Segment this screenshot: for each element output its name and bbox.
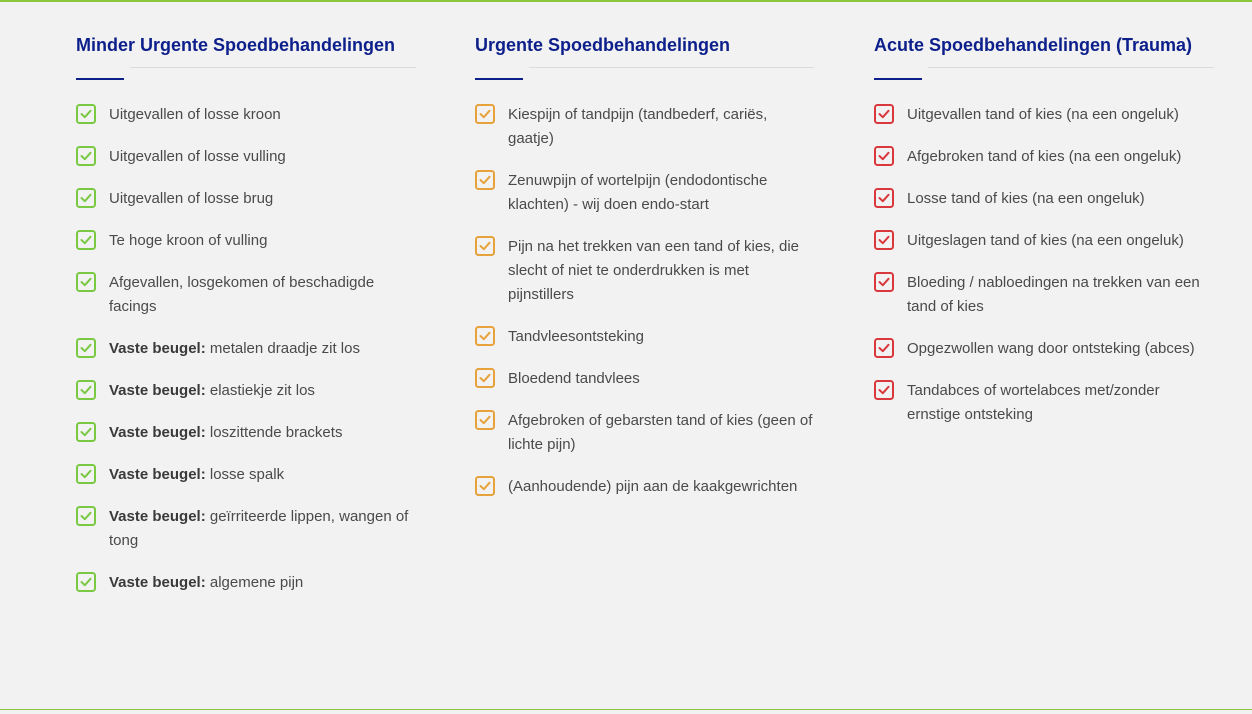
check-square-green-icon bbox=[76, 188, 96, 208]
list-item bbox=[475, 475, 814, 499]
item-text: loszittende brackets bbox=[205, 424, 343, 441]
check-square-red-icon bbox=[874, 146, 894, 166]
item-label-bold: Vaste beugel: bbox=[109, 340, 206, 357]
item-text: Opgezwollen wang door ontsteking (abces) bbox=[907, 340, 1195, 357]
item-text: elastiekje zit los bbox=[205, 382, 315, 399]
item-text: Uitgevallen of losse vulling bbox=[109, 148, 286, 165]
list-item bbox=[76, 421, 416, 445]
list-item bbox=[76, 571, 416, 595]
list-item bbox=[475, 367, 814, 391]
column-heading: Minder Urgente Spoedbehandelingen bbox=[76, 35, 396, 55]
list-item bbox=[874, 271, 1214, 319]
list-item bbox=[874, 379, 1214, 427]
list-item bbox=[475, 325, 814, 349]
item-label-bold: Vaste beugel: bbox=[109, 382, 206, 399]
item-text: Pijn na het trekken van een tand of kies, die slecht of niet te onderdrukken is met pijnstillers bbox=[508, 238, 800, 303]
list-item bbox=[475, 169, 814, 217]
check-square-red-icon bbox=[874, 104, 894, 124]
heading-divider bbox=[475, 67, 814, 81]
item-text: Afgevallen, losgekomen of beschadigde facings bbox=[109, 274, 375, 315]
check-square-green-icon bbox=[76, 104, 96, 124]
list-item bbox=[874, 145, 1214, 169]
list-item bbox=[475, 103, 814, 151]
list-item bbox=[76, 187, 416, 211]
check-square-green-icon bbox=[76, 230, 96, 250]
item-label-bold: Vaste beugel: bbox=[109, 574, 206, 591]
column-acute bbox=[874, 32, 1214, 445]
list-item bbox=[874, 337, 1214, 361]
item-text: algemene pijn bbox=[205, 574, 304, 591]
list-item bbox=[76, 271, 416, 319]
treatment-list bbox=[475, 103, 814, 499]
list-item bbox=[874, 187, 1214, 211]
column-heading: Acute Spoedbehandelingen (Trauma) bbox=[874, 35, 1193, 55]
column-urgent bbox=[475, 32, 814, 517]
item-text: Uitgevallen of losse kroon bbox=[109, 106, 281, 123]
treatment-list bbox=[874, 103, 1214, 427]
check-square-orange-icon bbox=[475, 236, 495, 256]
item-text: Uitgevallen of losse brug bbox=[109, 190, 274, 207]
item-text: Afgebroken tand of kies (na een ongeluk) bbox=[907, 148, 1182, 165]
item-label-bold: Vaste beugel: bbox=[109, 424, 206, 441]
item-text: Kiespijn of tandpijn (tandbederf, cariës, gaatje) bbox=[508, 106, 768, 147]
item-text: Losse tand of kies (na een ongeluk) bbox=[907, 190, 1145, 207]
check-square-orange-icon bbox=[475, 104, 495, 124]
check-square-green-icon bbox=[76, 146, 96, 166]
item-text: Zenuwpijn of wortelpijn (endodontische klachten) - wij doen endo-start bbox=[508, 172, 768, 213]
check-square-red-icon bbox=[874, 338, 894, 358]
top-accent-line bbox=[0, 0, 1252, 2]
check-square-green-icon bbox=[76, 572, 96, 592]
list-item bbox=[475, 409, 814, 457]
column-minor-urgent bbox=[76, 32, 416, 613]
item-label-bold: Vaste beugel: bbox=[109, 508, 206, 525]
bottom-accent-line bbox=[0, 709, 1252, 710]
list-item bbox=[76, 505, 416, 553]
check-square-red-icon bbox=[874, 230, 894, 250]
item-text: Tandabces of wortelabces met/zonder ernstige ontsteking bbox=[907, 382, 1160, 423]
treatment-list bbox=[76, 103, 416, 595]
heading-divider bbox=[76, 67, 416, 81]
list-item bbox=[76, 229, 416, 253]
item-text: Bloedend tandvlees bbox=[508, 370, 640, 387]
item-text: losse spalk bbox=[205, 466, 285, 483]
list-item bbox=[475, 235, 814, 307]
list-item bbox=[76, 337, 416, 361]
list-item bbox=[76, 463, 416, 487]
item-text: Te hoge kroon of vulling bbox=[109, 232, 268, 249]
item-text: Bloeding / nabloedingen na trekken van een tand of kies bbox=[907, 274, 1200, 315]
item-text: Uitgevallen tand of kies (na een ongeluk) bbox=[907, 106, 1179, 123]
check-square-green-icon bbox=[76, 272, 96, 292]
check-square-green-icon bbox=[76, 464, 96, 484]
check-square-orange-icon bbox=[475, 410, 495, 430]
list-item bbox=[76, 379, 416, 403]
heading-divider bbox=[874, 67, 1214, 81]
item-text: metalen draadje zit los bbox=[205, 340, 360, 357]
item-text: Afgebroken of gebarsten tand of kies (geen of lichte pijn) bbox=[508, 412, 813, 453]
check-square-red-icon bbox=[874, 380, 894, 400]
column-heading: Urgente Spoedbehandelingen bbox=[475, 35, 731, 55]
check-square-orange-icon bbox=[475, 476, 495, 496]
item-label-bold: Vaste beugel: bbox=[109, 466, 206, 483]
check-square-green-icon bbox=[76, 338, 96, 358]
check-square-orange-icon bbox=[475, 326, 495, 346]
item-text: (Aanhoudende) pijn aan de kaakgewrichten bbox=[508, 478, 798, 495]
list-item bbox=[76, 103, 416, 127]
check-square-orange-icon bbox=[475, 170, 495, 190]
item-text: Tandvleesontsteking bbox=[508, 328, 644, 345]
check-square-green-icon bbox=[76, 506, 96, 526]
list-item bbox=[76, 145, 416, 169]
item-text: Uitgeslagen tand of kies (na een ongeluk) bbox=[907, 232, 1184, 249]
list-item bbox=[874, 229, 1214, 253]
check-square-green-icon bbox=[76, 380, 96, 400]
list-item bbox=[874, 103, 1214, 127]
check-square-red-icon bbox=[874, 272, 894, 292]
item-text: geïrriteerde lippen, wangen of tong bbox=[109, 508, 409, 549]
check-square-green-icon bbox=[76, 422, 96, 442]
check-square-orange-icon bbox=[475, 368, 495, 388]
check-square-red-icon bbox=[874, 188, 894, 208]
